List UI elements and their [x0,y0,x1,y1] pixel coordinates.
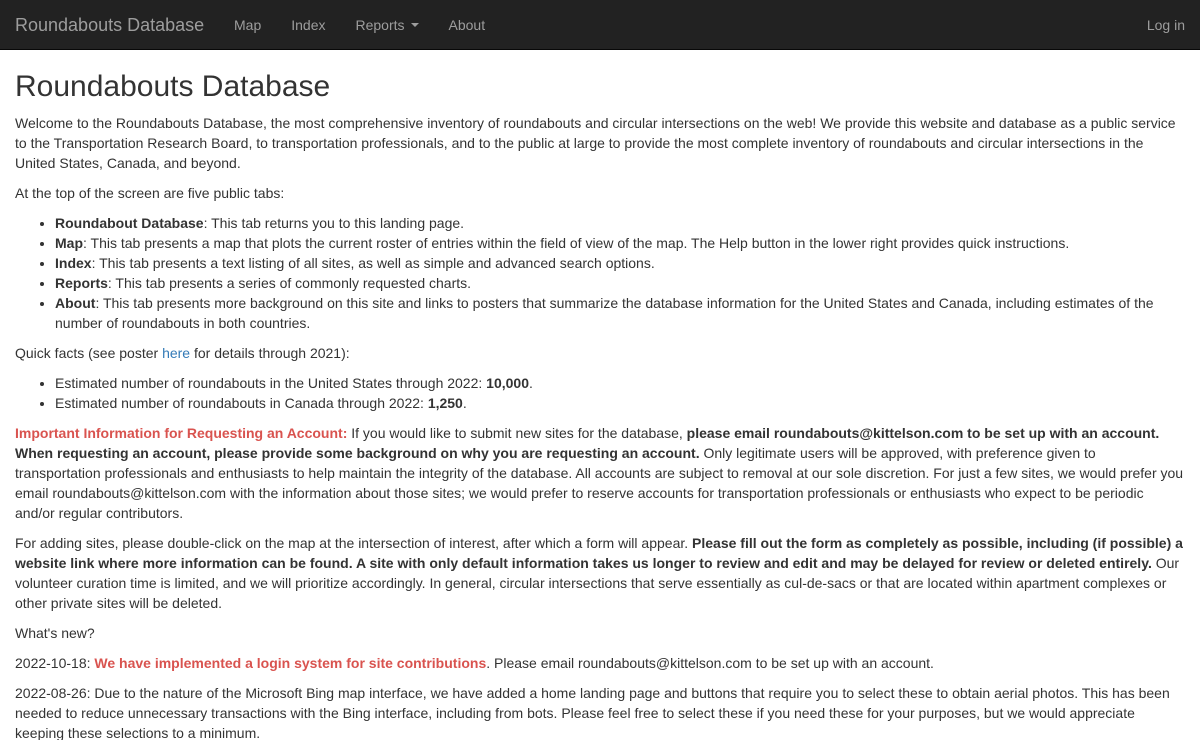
list-item [55,273,1185,293]
nav-item-index [276,0,340,50]
adding-sites-text1: For adding sites, please double-click on the map at the intersection of interest, after which a form will appear. [15,535,693,551]
nav-reports-dropdown[interactable] [340,0,433,50]
news-date: 2022-10-18: [15,655,95,671]
quick-facts-intro [15,343,1185,363]
list-item [55,373,1185,393]
account-info-text1: If you would like to submit new sites for the database, [347,425,687,441]
nav-about-link[interactable]: About [448,17,486,33]
list-item [55,393,1185,413]
tabs-intro: At the top of the screen are five public tabs: [15,185,285,201]
page-title: Roundabouts Database [15,70,331,103]
tab-desc: : This tab presents a series of commonly requested charts. [107,275,472,291]
account-info-paragraph [15,423,1185,523]
news-date: 2022-08-26: [15,685,95,701]
account-info-text2: Only legitimate users will be approved, with preference given to transportation professionals and enthusiasts to help maintain the integrity of the database. All accounts are subject to removal at our sole discretion. For just a few sites, we would prefer you email roundabouts@kittelson.com with the information about those sites; we would prefer to reserve accounts for transportation professionals or enthusiasts who expect to be periodic and/or regular contributors. [15,445,1184,521]
news-text: Due to the nature of the Microsoft Bing map interface, we have added a home landing page and buttons that require you to select these to obtain aerial photos. This has been needed to reduce unnecessary transactions with the Bing interface, including from bots. Please feel free to select these if you need these for your purposes, but we would appreciate keeping these selections to a minimum. [15,685,1170,740]
intro-paragraph: Welcome to the Roundabouts Database, the most comprehensive inventory of roundabouts and circular intersections on the web! We provide this website and database as a public service to the Transportation Research Board, to transportation professionals, and to the public at large to provide the most complete inventory of roundabouts and circular intersections in the United States, Canada, and beyond. [15,115,1176,171]
main-content [0,70,1200,740]
tab-name: Reports [55,275,108,291]
brand-link[interactable]: Roundabouts Database [15,15,205,35]
adding-sites-paragraph [15,533,1185,613]
account-info-bold: please email roundabouts@kittelson.com to be set up with an account. When requesting an account, please provide some background on why you are requesting an account. [15,425,1160,461]
tab-name: About [55,295,96,311]
tab-desc: : This tab returns you to this landing page. [203,215,465,231]
list-item [55,253,1185,273]
tab-name: Roundabout Database [55,215,204,231]
news-item [15,683,1185,740]
news-highlight: We have implemented a login system for site contributions [94,655,487,671]
tab-desc: : This tab presents a text listing of all sites, as well as simple and advanced search options. [91,255,655,271]
adding-sites-bold: Please fill out the form as completely as possible, including (if possible) a website link where more information can be found. A site with only default information takes us longer to review and edit and may be delayed for review or deleted entirely. [15,535,1183,571]
quick-facts-list [15,373,1185,413]
news-item [15,653,1185,673]
news-text: . Please email roundabouts@kittelson.com to be set up with an account. [486,655,934,671]
nav-item-about [434,0,501,50]
list-item [55,293,1185,333]
list-item [55,213,1185,233]
login-link[interactable]: Log in [1146,17,1185,33]
nav-index-link[interactable]: Index [291,17,326,33]
fact-label: Estimated number of roundabouts in the United States through 2022: [55,375,487,391]
list-item [55,233,1185,253]
account-info-heading: Important Information for Requesting an Account: [15,425,348,441]
top-navbar [0,0,1200,50]
adding-sites-text2: Our volunteer curation time is limited, and we will prioritize accordingly. In general, circular intersections that serve essentially as cul-de-sacs or that are located within apartment complexes or other private sites will be deleted. [15,555,1180,611]
tab-desc: : This tab presents a map that plots the current roster of entries within the field of view of the map. The Help button in the lower right provides quick instructions. [83,235,1070,251]
tab-desc: : This tab presents more background on this site and links to posters that summarize the database information for the United States and Canada, including estimates of the number of roundabouts in both countries. [55,295,1154,331]
quick-facts-suffix: for details through 2021): [190,345,350,361]
poster-link[interactable]: here [162,345,191,361]
fact-end: . [529,375,533,391]
tab-name: Index [55,255,92,271]
quick-facts-prefix: Quick facts (see poster [15,345,163,361]
nav-item-reports [340,0,433,50]
tab-name: Map [55,235,83,251]
nav-reports-label: Reports [355,17,405,33]
caret-down-icon [411,23,419,27]
fact-value: 10,000 [486,375,529,391]
nav-map-link[interactable]: Map [234,17,262,33]
tabs-list [15,213,1185,333]
nav-item-map [219,0,276,50]
fact-end: . [462,395,467,411]
fact-label: Estimated number of roundabouts in Canada through 2022: [55,395,428,411]
whats-new-heading: What's new? [15,625,95,641]
fact-value: 1,250 [427,395,463,411]
main-nav [219,0,500,50]
